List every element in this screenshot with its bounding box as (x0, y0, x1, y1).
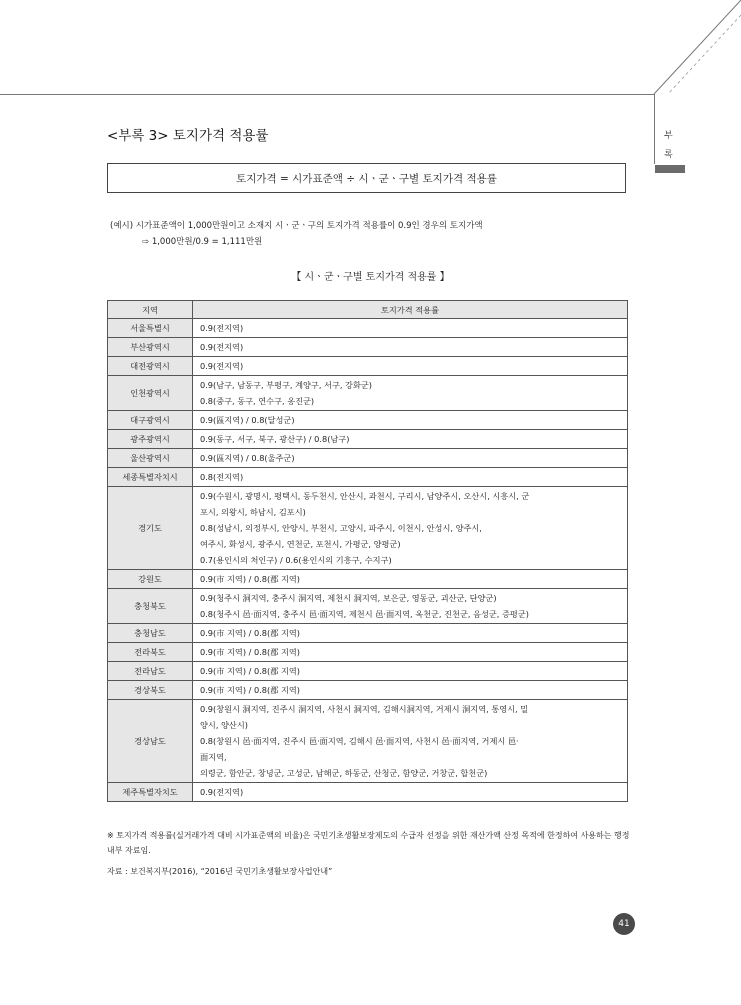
rate-cell (193, 662, 628, 681)
table-row (108, 338, 628, 357)
region-cell: 경기도 (108, 487, 193, 570)
formula-text: 토지가격 = 시가표준액 ÷ 시ㆍ군ㆍ구별 토지가격 적용률 (236, 172, 497, 185)
rate-table (107, 300, 628, 802)
rate-line: 0.8(전지역) (200, 472, 244, 482)
region-cell: 광주광역시 (108, 430, 193, 449)
table-row (108, 468, 628, 487)
rate-line: 0.9(남구, 남동구, 부평구, 계양구, 서구, 강화군) (200, 380, 372, 390)
region-cell: 경상남도 (108, 700, 193, 783)
table-row (108, 411, 628, 430)
rate-line: 0.9(동구, 서구, 북구, 광산구) / 0.8(남구) (200, 434, 350, 444)
rate-line: 0.9(전지역) (200, 323, 244, 333)
region-cell: 제주특별자치도 (108, 783, 193, 802)
example-block (110, 218, 483, 250)
rate-cell (193, 449, 628, 468)
table-row (108, 319, 628, 338)
rate-line: 0.9(수원시, 광명시, 평택시, 동두천시, 안산시, 과천시, 구리시, 남양주시, 오산시, 시흥시, 군 (200, 491, 530, 501)
rate-line: 0.9(區지역) / 0.8(울주군) (200, 453, 295, 463)
page-number: 41 (613, 913, 635, 935)
table-body (108, 319, 628, 802)
rate-line: 포시, 의왕시, 하남시, 김포시) (200, 507, 306, 517)
formula-box (107, 163, 626, 193)
rate-cell (193, 643, 628, 662)
region-cell: 울산광역시 (108, 449, 193, 468)
rate-line: 0.9(전지역) (200, 787, 244, 797)
table-row (108, 376, 628, 411)
rate-line: 0.9(市 지역) / 0.8(郡 지역) (200, 574, 300, 584)
region-cell: 전라남도 (108, 662, 193, 681)
rate-cell (193, 430, 628, 449)
rate-cell (193, 589, 628, 624)
side-tab-char-1: 부 (664, 131, 673, 141)
rate-cell (193, 700, 628, 783)
rate-line: 여주시, 화성시, 광주시, 연천군, 포천시, 가평군, 양평군) (200, 539, 401, 549)
rate-line: 0.9(市 지역) / 0.8(郡 지역) (200, 685, 300, 695)
region-cell: 부산광역시 (108, 338, 193, 357)
header-region: 지역 (108, 301, 193, 319)
region-cell: 서울특별시 (108, 319, 193, 338)
rate-line: 0.8(창원시 邑·面지역, 진주시 邑·面지역, 김해시 邑·面지역, 사천시 邑·面지역, 거제시 邑· (200, 736, 519, 746)
table-row (108, 589, 628, 624)
header-rule (0, 94, 654, 95)
rate-cell (193, 338, 628, 357)
rate-cell (193, 681, 628, 700)
region-cell: 경상북도 (108, 681, 193, 700)
rate-line: 0.8(청주시 邑·面지역, 충주시 邑·面지역, 제천시 邑·面지역, 옥천군, 진천군, 음성군, 증평군) (200, 609, 529, 619)
table-row (108, 624, 628, 643)
footnote: ※ 토지가격 적용률(실거래가격 대비 시가표준액의 비율)은 국민기초생활보장제도의 수급자 선정을 위한 재산가액 산정 목적에 한정하여 사용하는 행정내부 자료임. (107, 831, 630, 855)
table-row (108, 449, 628, 468)
region-cell: 충청북도 (108, 589, 193, 624)
table-row (108, 681, 628, 700)
rate-line: 0.7(용인시의 처인구) / 0.6(용인시의 기흥구, 수지구) (200, 555, 392, 565)
table-row (108, 570, 628, 589)
rate-cell (193, 624, 628, 643)
rate-cell (193, 411, 628, 430)
rate-line: 0.9(市 지역) / 0.8(郡 지역) (200, 666, 300, 676)
rate-line: 0.9(市 지역) / 0.8(郡 지역) (200, 647, 300, 657)
source-citation: 자료 : 보건복지부(2016), “2016년 국민기초생활보장사업안내” (107, 867, 333, 876)
rate-cell (193, 468, 628, 487)
rate-line: 의령군, 함안군, 창녕군, 고성군, 남해군, 하동군, 산청군, 함양군, 거창군, 합천군) (200, 768, 488, 778)
region-cell: 대전광역시 (108, 357, 193, 376)
example-line-1: (예시) 시가표준액이 1,000만원이고 소재지 시ㆍ군ㆍ구의 토지가격 적용률이 0.9인 경우의 토지가액 (110, 221, 483, 231)
rate-line: 0.9(청주시 洞지역, 충주시 洞지역, 제천시 洞지역, 보은군, 영동군, 괴산군, 단양군) (200, 593, 497, 603)
table-header-row (108, 301, 628, 319)
table-row (108, 783, 628, 802)
rate-cell (193, 376, 628, 411)
rate-line: 양시, 양산시) (200, 720, 248, 730)
table-row (108, 643, 628, 662)
region-cell: 전라북도 (108, 643, 193, 662)
rate-line: 0.9(區지역) / 0.8(달성군) (200, 415, 295, 425)
region-cell: 세종특별자치시 (108, 468, 193, 487)
side-tab-bar (655, 165, 685, 173)
rate-line: 0.9(市 지역) / 0.8(郡 지역) (200, 628, 300, 638)
region-cell: 충청남도 (108, 624, 193, 643)
rate-cell (193, 319, 628, 338)
region-cell: 인천광역시 (108, 376, 193, 411)
table-title: 【 시ㆍ군ㆍ구별 토지가격 적용률 】 (291, 272, 450, 283)
region-cell: 대구광역시 (108, 411, 193, 430)
rate-line: 面지역, (200, 752, 227, 762)
table-row (108, 357, 628, 376)
rate-cell (193, 357, 628, 376)
side-tab-rule (654, 94, 655, 164)
rate-line: 0.8(중구, 동구, 연수구, 옹진군) (200, 396, 315, 406)
rate-line: 0.9(전지역) (200, 361, 244, 371)
rate-cell (193, 487, 628, 570)
table-row (108, 430, 628, 449)
rate-cell (193, 570, 628, 589)
region-cell: 강원도 (108, 570, 193, 589)
side-tab-char-2: 록 (664, 150, 673, 160)
rate-cell (193, 783, 628, 802)
example-line-2: ⇨ 1,000만원/0.9 = 1,111만원 (142, 237, 263, 247)
header-rate: 토지가격 적용률 (193, 301, 628, 319)
rate-line: 0.8(성남시, 의정부시, 안양시, 부천시, 고양시, 파주시, 이천시, 안성시, 양주시, (200, 523, 482, 533)
table-row (108, 662, 628, 681)
table-row (108, 700, 628, 783)
table-row (108, 487, 628, 570)
rate-line: 0.9(창원시 洞지역, 진주시 洞지역, 사천시 洞지역, 김해시洞지역, 거제시 洞지역, 통영시, 밀 (200, 704, 529, 714)
page-title: <부록 3> 토지가격 적용률 (107, 128, 269, 144)
rate-line: 0.9(전지역) (200, 342, 244, 352)
